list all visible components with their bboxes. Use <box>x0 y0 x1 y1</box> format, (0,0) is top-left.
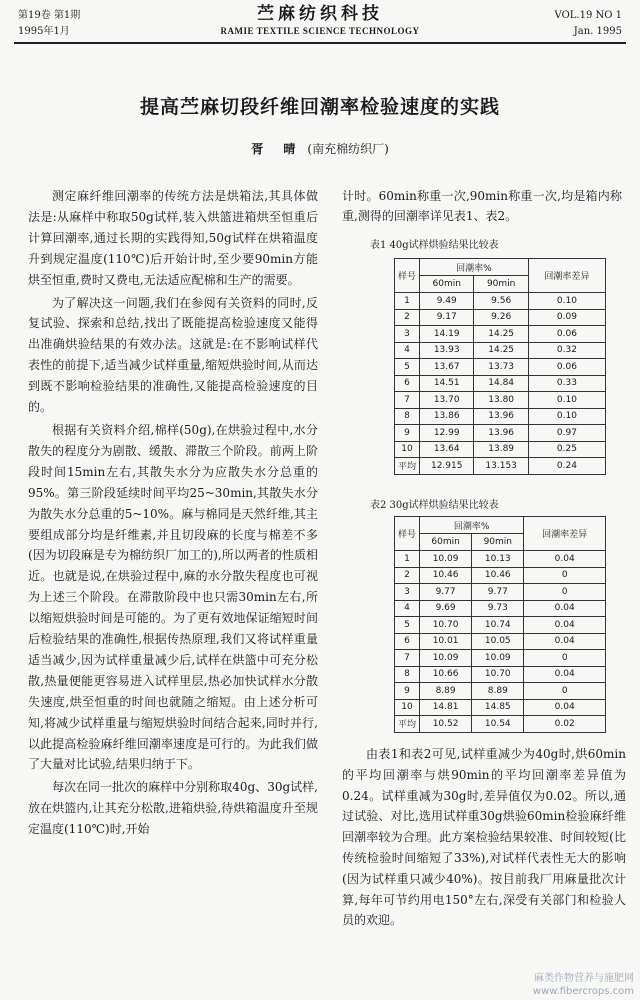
table-cell: 0.04 <box>524 633 606 650</box>
col-header-60min: 60min <box>420 276 474 293</box>
table-cell: 6 <box>395 375 420 392</box>
table-cell: 8 <box>395 408 420 425</box>
table-cell: 10.52 <box>420 716 472 733</box>
table-cell: 10.46 <box>472 567 524 584</box>
paragraph: 为了解决这一问题,我们在参阅有关资料的同时,反复试验、探索和总结,找出了既能提高检验速度又能得出准确烘验结果的有效办法。这就是:在不影响试样代表性的前提下,适当减少试样重量,缩短烘验时间,从而达到既不影响检验结果的准确性,又能提高检验速度的目的。 <box>28 295 318 415</box>
table-cell: 13.73 <box>474 359 528 376</box>
journal-name-cn: 苎麻纺织科技 <box>257 4 383 24</box>
table-cell: 2 <box>395 567 420 584</box>
paragraph: 计时。60min称重一次,90min称重一次,均是箱内称重,测得的回潮率详见表1、表2。 <box>342 189 622 223</box>
table-cell: 0.02 <box>524 716 606 733</box>
table-cell: 14.81 <box>420 699 472 716</box>
table-cell: 13.89 <box>474 441 528 458</box>
table-cell: 1 <box>395 551 420 568</box>
table-cell: 10.70 <box>420 617 472 634</box>
header-right <box>555 8 622 40</box>
table-cell: 13.67 <box>420 359 474 376</box>
paragraph: 测定麻纤维回潮率的传统方法是烘箱法,其具体做法是:从麻样中称取50g试样,装入烘篮进箱烘至恒重后计算回潮率,通过长期的实践得知,50g试样在烘箱温度升到规定温度(110℃)后开始计时,至少要90min方能烘至恒重,费时又费电,无法适应配棉和生产的需要。 <box>28 189 318 287</box>
author-affiliation: (南充棉纺织厂) <box>307 142 389 156</box>
watermark-line: 麻类作物营养与施肥网 <box>534 973 634 984</box>
table-cell: 1 <box>395 293 420 310</box>
table-cell: 6 <box>395 633 420 650</box>
right-column-bottom <box>342 744 626 931</box>
table-cell: 4 <box>395 342 420 359</box>
table-row <box>395 408 606 425</box>
table-cell: 0 <box>524 584 606 601</box>
table-cell: 0 <box>524 650 606 667</box>
table-cell: 0.25 <box>528 441 605 458</box>
table-row <box>395 716 606 733</box>
table-cell: 0.10 <box>528 408 605 425</box>
table-cell: 14.51 <box>420 375 474 392</box>
table-cell: 10.70 <box>472 666 524 683</box>
table-cell: 10.66 <box>420 666 472 683</box>
table-row <box>395 392 606 409</box>
table-cell: 平均 <box>395 458 420 475</box>
col-header-moisture: 回潮率% <box>420 517 524 534</box>
table1-body <box>395 293 606 475</box>
table-cell: 13.93 <box>420 342 474 359</box>
table-cell: 10.54 <box>472 716 524 733</box>
table-cell: 9.77 <box>472 584 524 601</box>
table-cell: 0.09 <box>528 309 605 326</box>
table-row <box>395 617 606 634</box>
author-name: 胥 晴 <box>251 142 304 156</box>
table-cell: 0.24 <box>528 458 605 475</box>
table-row <box>395 359 606 376</box>
table-cell: 0.04 <box>524 666 606 683</box>
table-row <box>395 375 606 392</box>
table-cell: 0.32 <box>528 342 605 359</box>
right-column-top <box>342 186 622 226</box>
table-cell: 2 <box>395 309 420 326</box>
watermark-line: www.fibercrops.com <box>532 986 634 997</box>
table-cell: 3 <box>395 326 420 343</box>
table-cell: 5 <box>395 359 420 376</box>
table-cell: 0 <box>524 567 606 584</box>
table-row <box>395 425 606 442</box>
table-cell: 10.09 <box>472 650 524 667</box>
col-header-difference: 回潮率差异 <box>524 517 606 551</box>
col-header-sample-no: 样号 <box>395 259 420 293</box>
table-row <box>395 699 606 716</box>
table-cell: 10.09 <box>420 551 472 568</box>
table-cell: 0.97 <box>528 425 605 442</box>
table-cell: 8 <box>395 666 420 683</box>
table-cell: 10.05 <box>472 633 524 650</box>
table-cell: 12.99 <box>420 425 474 442</box>
table-row <box>395 293 606 310</box>
col-header-sample-no: 样号 <box>395 517 420 551</box>
table-cell: 9.73 <box>472 600 524 617</box>
table-cell: 9.77 <box>420 584 472 601</box>
table-cell: 14.25 <box>474 342 528 359</box>
table-cell: 8.89 <box>420 683 472 700</box>
table-row <box>395 441 606 458</box>
table-cell: 平均 <box>395 716 420 733</box>
table-cell: 0.33 <box>528 375 605 392</box>
table-cell: 10.13 <box>472 551 524 568</box>
table-cell: 13.86 <box>420 408 474 425</box>
table-cell: 13.80 <box>474 392 528 409</box>
table-row <box>395 633 606 650</box>
date-cn: 1995年1月 <box>18 26 70 37</box>
table-cell: 12.915 <box>420 458 474 475</box>
table-cell: 0.10 <box>528 392 605 409</box>
table-cell: 0.04 <box>524 600 606 617</box>
table-row <box>395 600 606 617</box>
paragraph: 每次在同一批次的麻样中分别称取40g、30g试样,放在烘篮内,让其充分松散,进箱烘验,待烘箱温度升至规定温度(110℃)时,开始 <box>28 780 318 837</box>
table-row <box>395 650 606 667</box>
table-cell: 0.10 <box>528 293 605 310</box>
table-cell: 0 <box>524 683 606 700</box>
col-header-90min: 90min <box>472 534 524 551</box>
col-header-moisture: 回潮率% <box>420 259 529 276</box>
table-cell: 5 <box>395 617 420 634</box>
table-cell: 10.46 <box>420 567 472 584</box>
journal-header <box>14 4 626 44</box>
table2 <box>394 516 606 733</box>
table-row <box>395 666 606 683</box>
table-cell: 0.04 <box>524 699 606 716</box>
table-cell: 14.84 <box>474 375 528 392</box>
table-cell: 9 <box>395 683 420 700</box>
table-cell: 10 <box>395 699 420 716</box>
author-line <box>0 140 640 157</box>
col-header-60min: 60min <box>420 534 472 551</box>
header-center <box>14 4 626 38</box>
site-watermark <box>533 972 634 998</box>
volume-issue-cn: 第19卷 第1期 <box>18 10 81 21</box>
table-cell: 8.89 <box>472 683 524 700</box>
table-cell: 9.17 <box>420 309 474 326</box>
table-cell: 14.85 <box>472 699 524 716</box>
date-en: Jan. 1995 <box>573 26 622 37</box>
table-cell: 0.04 <box>524 551 606 568</box>
table2-body <box>395 551 606 733</box>
table-cell: 13.64 <box>420 441 474 458</box>
table-cell: 7 <box>395 392 420 409</box>
table-cell: 10 <box>395 441 420 458</box>
table1-caption: 表1 40g试样烘验结果比较表 <box>370 240 499 251</box>
col-header-90min: 90min <box>474 276 528 293</box>
table-cell: 14.25 <box>474 326 528 343</box>
table-row <box>395 326 606 343</box>
col-header-difference: 回潮率差异 <box>528 259 605 293</box>
paragraph: 由表1和表2可见,试样重减少为40g时,烘60min的平均回潮率与烘90min的平均回潮率差异值为0.24。试样重减为30g时,差异值仅为0.02。所以,通过试验、对比,选用试样重30g烘验60min检验麻纤维回潮率较为合理。此方案检验结果较准、时间较短(比传统检验时间缩短了33%),对试样代表性无大的影响(因为试样重只减少40%)。按目前我厂用麻量批次计算,每年可节约用电150°左右,深受有关部门和检验人员的欢迎。 <box>342 747 626 928</box>
table-cell: 9 <box>395 425 420 442</box>
table-cell: 9.49 <box>420 293 474 310</box>
paragraph: 根据有关资料介绍,棉样(50g),在烘验过程中,水分散失的程度分为剧散、缓散、滞散三个阶段。前两上阶段时间15min左右,其散失水分为应散失水分总重的95%。第三阶段延续时间平均25~30min,其散失水分为散失水分总重的5~10%。麻与棉同是天然纤维,其主要组成部分均是纤维素,并且切段麻的长度与棉差不多(因为切段麻是专为棉纺织厂加工的),所以两者的性质相近。也就是说,在烘验过程中,麻的水分散失程度也可视为上述三个阶段。在滞散阶段中也只需30min左右,所以缩短烘验时间是可能的。为了更有效地保证缩短时间后检验结果的准确性,根据传热原理,我们又将试样重量适当减少,因为试样重量减少后,试样在烘篮中可充分松散,热量便能更容易进入试样里层,热必加快试样水分散失速度,烘至恒重的时间也就随之缩短。由上述分析可知,将减少试样重量与缩短烘验时间结合起来,同时并行,以此提高检验麻纤维回潮率速度是可行的。为此我们做了大量对比试验,结果归纳于下。 <box>28 422 318 772</box>
journal-name-en: RAMIE TEXTILE SCIENCE TECHNOLOGY <box>220 26 420 36</box>
table-row <box>395 309 606 326</box>
table-row <box>395 683 606 700</box>
table-cell: 7 <box>395 650 420 667</box>
table-cell: 13.96 <box>474 425 528 442</box>
table-cell: 9.69 <box>420 600 472 617</box>
table-row <box>395 458 606 475</box>
table-cell: 0.04 <box>524 617 606 634</box>
table2-caption: 表2 30g试样烘验结果比较表 <box>370 500 499 511</box>
table-cell: 3 <box>395 584 420 601</box>
table-cell: 4 <box>395 600 420 617</box>
table-cell: 13.70 <box>420 392 474 409</box>
table-row <box>395 567 606 584</box>
table-cell: 9.56 <box>474 293 528 310</box>
table-cell: 0.06 <box>528 326 605 343</box>
table-cell: 14.19 <box>420 326 474 343</box>
article-title: 提高苎麻切段纤维回潮率检验速度的实践 <box>139 96 500 118</box>
table-cell: 10.74 <box>472 617 524 634</box>
volume-issue-en: VOL.19 NO 1 <box>554 10 622 21</box>
left-column <box>28 186 318 840</box>
table1 <box>394 258 606 475</box>
table-row <box>395 551 606 568</box>
table-cell: 10.09 <box>420 650 472 667</box>
table-row <box>395 342 606 359</box>
table-cell: 9.26 <box>474 309 528 326</box>
table-cell: 0.06 <box>528 359 605 376</box>
table-cell: 13.153 <box>474 458 528 475</box>
table-row <box>395 584 606 601</box>
table-cell: 13.96 <box>474 408 528 425</box>
table-cell: 10.01 <box>420 633 472 650</box>
